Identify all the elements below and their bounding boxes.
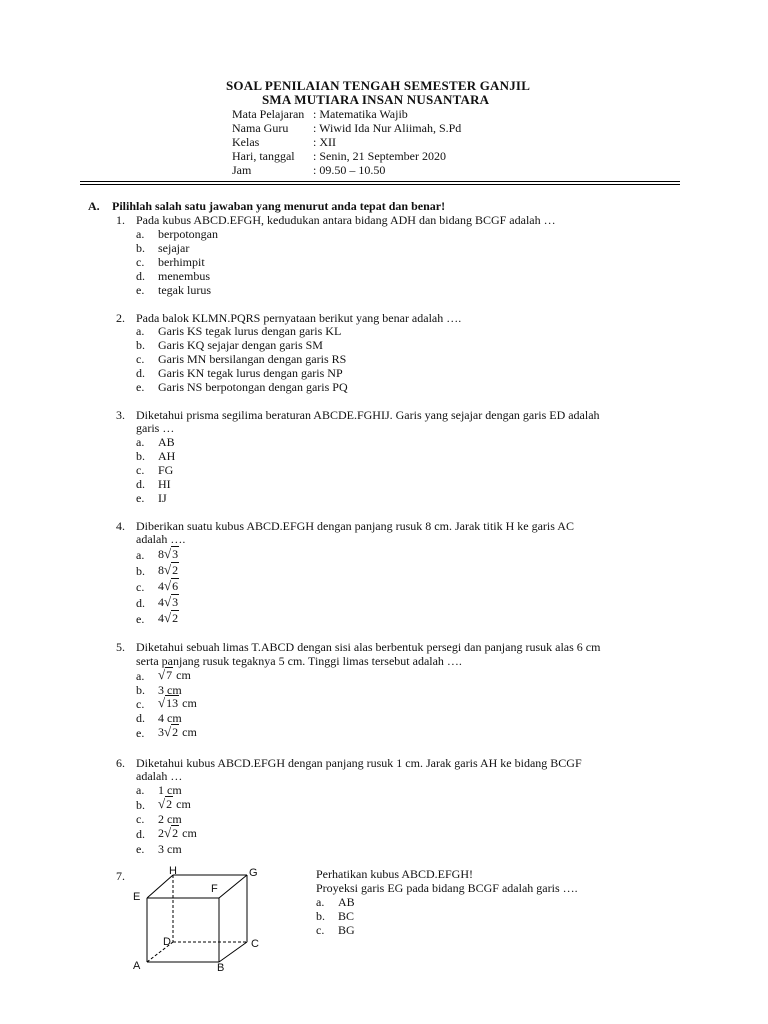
option-letter: a. — [136, 227, 145, 241]
option-letter: e. — [136, 380, 145, 394]
info-value-subject: : Matematika Wajib — [313, 107, 408, 121]
info-value-class: : XII — [313, 135, 336, 149]
option-math — [158, 724, 197, 740]
option-letter: a. — [136, 548, 145, 562]
question-text: Pada kubus ABCD.EFGH, kedudukan antara bidang ADH dan bidang BCGF adalah … — [136, 213, 556, 227]
option-letter: d. — [136, 711, 145, 725]
sqrt-icon: √2 — [164, 825, 179, 840]
info-value-time: : 09.50 – 10.50 — [313, 163, 386, 177]
option-letter: c. — [136, 697, 145, 711]
option-letter: a. — [316, 895, 325, 909]
option-letter: a. — [136, 783, 145, 797]
vertex-label-e: E — [133, 891, 141, 903]
option-letter: c. — [316, 923, 325, 937]
option-letter: b. — [316, 909, 325, 923]
option-letter: b. — [136, 241, 145, 255]
vertex-label-a: A — [133, 960, 141, 972]
option-letter: d. — [136, 827, 145, 841]
option-text: HI — [158, 477, 171, 491]
option-letter: c. — [136, 463, 145, 477]
info-label-teacher: Nama Guru — [232, 121, 289, 135]
option-math — [158, 546, 179, 562]
cube-edge — [219, 875, 247, 898]
question-text: Diberikan suatu kubus ABCD.EFGH dengan panjang rusuk 8 cm. Jarak titik H ke garis AC — [136, 519, 574, 533]
info-value-date: : Senin, 21 September 2020 — [313, 149, 446, 163]
option-letter: c. — [136, 812, 145, 826]
unit: cm — [176, 668, 191, 682]
option-text: berhimpit — [158, 255, 205, 269]
option-text: IJ — [158, 491, 167, 505]
vertex-label-b: B — [217, 962, 225, 974]
question-text: Diketahui kubus ABCD.EFGH dengan panjang rusuk 1 cm. Jarak garis AH ke bidang BCGF — [136, 756, 582, 770]
option-letter: d. — [136, 596, 145, 610]
option-letter: a. — [136, 324, 145, 338]
option-letter: b. — [136, 798, 145, 812]
question-text-cont: serta panjang rusuk tegaknya 5 cm. Tinggi limas tersebut adalah …. — [136, 654, 462, 668]
option-text: Garis KS tegak lurus dengan garis KL — [158, 324, 342, 338]
option-letter: d. — [136, 366, 145, 380]
coef: 4 — [158, 579, 164, 593]
header-divider-2 — [80, 184, 680, 185]
coef: 8 — [158, 547, 164, 561]
question-number: 6. — [116, 756, 125, 770]
option-math — [158, 610, 179, 626]
question-number: 4. — [116, 519, 125, 533]
option-text: 3 cm — [158, 683, 182, 697]
question-number: 2. — [116, 311, 125, 325]
question-number: 5. — [116, 640, 125, 654]
option-letter: b. — [136, 338, 145, 352]
vertex-label-g: G — [249, 867, 258, 879]
cube-edge — [219, 942, 247, 962]
option-text: BC — [338, 909, 355, 923]
unit: cm — [182, 696, 197, 710]
option-math — [158, 796, 191, 812]
option-letter: e. — [136, 491, 145, 505]
option-math — [158, 667, 191, 683]
option-letter: d. — [136, 477, 145, 491]
sqrt-icon: √2 — [164, 562, 179, 577]
option-letter: c. — [136, 352, 145, 366]
info-label-subject: Mata Pelajaran — [232, 107, 305, 121]
question-text-cont: adalah … — [136, 769, 183, 783]
question-text: Diketahui sebuah limas T.ABCD dengan sisi alas berbentuk persegi dan panjang rusuk alas 6 cm — [136, 640, 601, 654]
option-text: Garis KQ sejajar dengan garis SM — [158, 338, 323, 352]
option-text: Garis MN bersilangan dengan garis RS — [158, 352, 347, 366]
sqrt-icon: √6 — [164, 578, 179, 593]
option-text: BG — [338, 923, 355, 937]
option-text: Garis KN tegak lurus dengan garis NP — [158, 366, 343, 380]
vertex-label-c: C — [251, 938, 259, 950]
question-number: 3. — [116, 408, 125, 422]
option-math — [158, 562, 179, 578]
option-letter: a. — [136, 435, 145, 449]
coef: 8 — [158, 563, 164, 577]
info-label-class: Kelas — [232, 135, 260, 149]
option-text: AB — [338, 895, 355, 909]
question-text: Pada balok KLMN.PQRS pernyataan berikut yang benar adalah …. — [136, 311, 462, 325]
option-math — [158, 594, 179, 610]
option-text: 3 cm — [158, 842, 182, 856]
question-text: Diketahui prisma segilima beraturan ABCDE.FGHIJ. Garis yang sejajar dengan garis ED adalah — [136, 408, 600, 422]
option-letter: b. — [136, 683, 145, 697]
option-letter: c. — [136, 580, 145, 594]
option-letter: a. — [136, 669, 145, 683]
option-text: AH — [158, 449, 176, 463]
option-math — [158, 695, 197, 711]
sqrt-icon: √13 — [158, 695, 179, 710]
sqrt-icon: √3 — [164, 594, 179, 609]
option-letter: b. — [136, 564, 145, 578]
section-letter: A. — [88, 199, 100, 213]
coef: 2 — [158, 826, 164, 840]
coef: 3 — [158, 725, 164, 739]
exam-title: SOAL PENILAIAN TENGAH SEMESTER GANJIL — [226, 78, 531, 93]
option-letter: b. — [136, 449, 145, 463]
option-math — [158, 825, 197, 841]
info-label-date: Hari, tanggal — [232, 149, 295, 163]
question-text-cont: Proyeksi garis EG pada bidang BCGF adalah garis …. — [316, 881, 578, 895]
coef: 4 — [158, 595, 164, 609]
vertex-label-f: F — [211, 883, 218, 895]
option-text: sejajar — [158, 241, 190, 255]
cube-edge — [147, 875, 173, 898]
option-text: Garis NS berpotongan dengan garis PQ — [158, 380, 348, 394]
option-letter: e. — [136, 726, 145, 740]
sqrt-icon: √3 — [164, 546, 179, 561]
option-text: tegak lurus — [158, 283, 211, 297]
option-text: AB — [158, 435, 175, 449]
section-title: Pilihlah salah satu jawaban yang menurut anda tepat dan benar! — [112, 199, 446, 213]
unit: cm — [182, 725, 197, 739]
info-label-time: Jam — [232, 163, 252, 177]
option-text: menembus — [158, 269, 210, 283]
question-number: 1. — [116, 213, 125, 227]
option-letter: e. — [136, 842, 145, 856]
question-text: Perhatikan kubus ABCD.EFGH! — [316, 867, 473, 881]
option-math — [158, 578, 179, 594]
cube-diagram — [125, 865, 275, 980]
coef: 4 — [158, 611, 164, 625]
info-value-teacher: : Wiwid Ida Nur Aliimah, S.Pd — [313, 121, 462, 135]
option-letter: e. — [136, 283, 145, 297]
vertex-label-h: H — [169, 865, 177, 877]
school-name: SMA MUTIARA INSAN NUSANTARA — [262, 92, 490, 107]
sqrt-icon: √2 — [158, 796, 173, 811]
option-letter: e. — [136, 612, 145, 626]
sqrt-icon: √2 — [164, 724, 179, 739]
unit: cm — [182, 826, 197, 840]
option-text: berpotongan — [158, 227, 218, 241]
unit: cm — [176, 797, 191, 811]
option-letter: c. — [136, 255, 145, 269]
sqrt-icon: √7 — [158, 667, 173, 682]
option-letter: d. — [136, 269, 145, 283]
question-text-cont: adalah …. — [136, 532, 186, 546]
question-number: 7. — [116, 869, 125, 883]
header-divider — [80, 181, 680, 182]
option-text: 1 cm — [158, 783, 182, 797]
option-text: FG — [158, 463, 174, 477]
question-text-cont: garis … — [136, 421, 175, 435]
option-text: 4 cm — [158, 711, 182, 725]
vertex-label-d: D — [163, 936, 171, 948]
option-text: 2 cm — [158, 812, 182, 826]
sqrt-icon: √2 — [164, 610, 179, 625]
